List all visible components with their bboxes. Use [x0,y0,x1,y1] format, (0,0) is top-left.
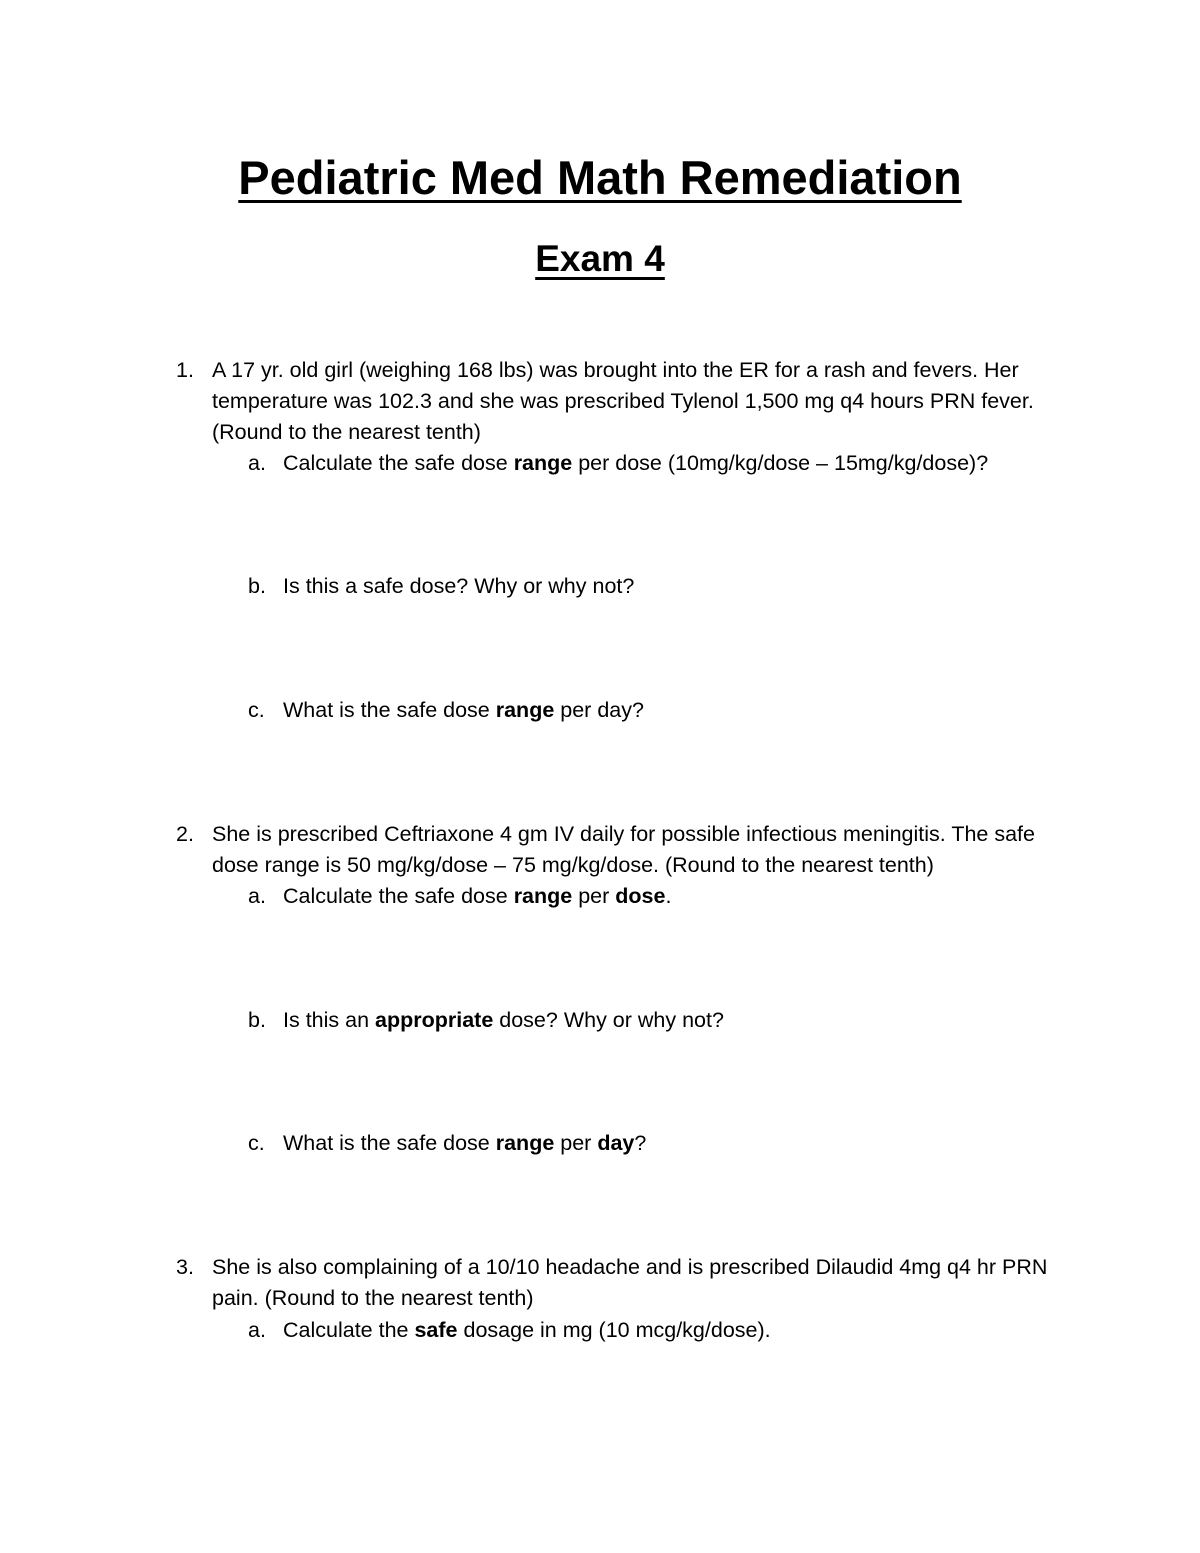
part-text: Calculate the safe dose range per dose (10mg/kg/dose – 15mg/kg/dose)? [283,451,989,475]
question-number: 2. [176,822,194,846]
part-text: Calculate the safe dose range per dose. [283,884,672,908]
question-2-part-c [248,1128,1068,1159]
part-letter: b. [248,1008,266,1032]
question-number: 1. [176,358,194,382]
question-1-part-b [248,571,1068,602]
document-title: Pediatric Med Math Remediation [238,151,962,204]
part-letter: a. [248,451,266,475]
part-text: What is the safe dose range per day? [283,698,644,722]
question-2-part-b [248,1005,1068,1036]
part-text: Calculate the safe dosage in mg (10 mcg/kg/dose). [283,1318,771,1342]
question-text: A 17 yr. old girl (weighing 168 lbs) was brought into the ER for a rash and fevers. Her temperature was 102.3 and she was prescribed Tylenol 1,500 mg q4 hours PRN fever. (Round to the nearest tenth) [212,358,1034,444]
question-3-part-a [248,1315,1068,1346]
question-2-part-a [248,881,1068,912]
part-letter: c. [248,1131,265,1155]
part-letter: c. [248,698,265,722]
part-text: Is this a safe dose? Why or why not? [283,574,635,598]
part-letter: a. [248,884,266,908]
part-letter: a. [248,1318,266,1342]
question-number: 3. [176,1255,194,1279]
question-1 [176,355,1056,448]
question-1-part-a [248,448,1068,479]
question-2 [176,819,1056,881]
document-subtitle: Exam 4 [535,238,665,279]
part-text: What is the safe dose range per day? [283,1131,647,1155]
question-text: She is also complaining of a 10/10 headache and is prescribed Dilaudid 4mg q4 hr PRN pain. (Round to the nearest tenth) [212,1255,1048,1310]
question-1-part-c [248,695,1068,726]
question-3 [176,1252,1056,1314]
part-text: Is this an appropriate dose? Why or why not? [283,1008,724,1032]
part-letter: b. [248,574,266,598]
question-text: She is prescribed Ceftriaxone 4 gm IV daily for possible infectious meningitis. The safe dose range is 50 mg/kg/dose – 75 mg/kg/dose. (Round to the nearest tenth) [212,822,1035,877]
